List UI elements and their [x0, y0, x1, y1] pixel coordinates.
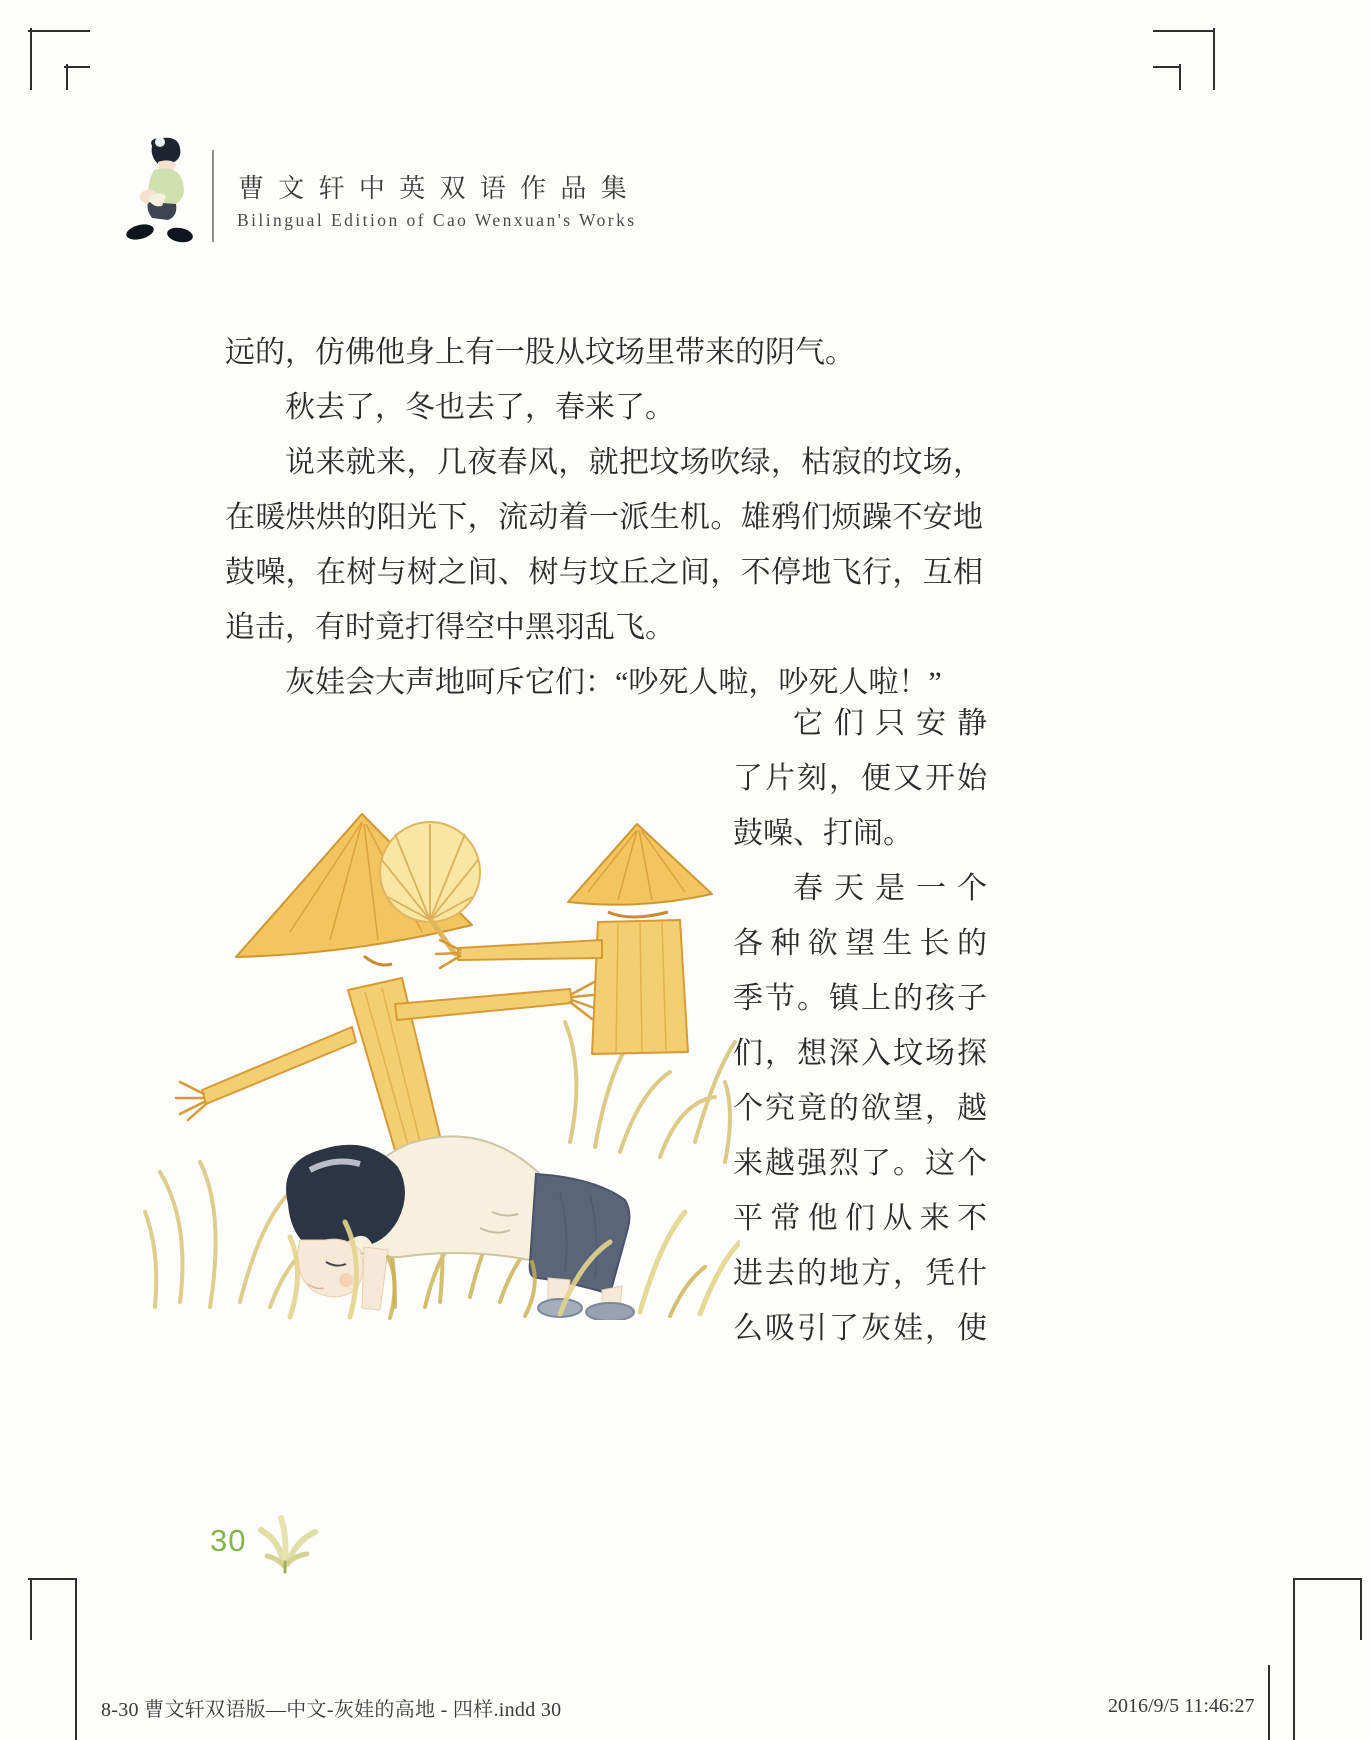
text-line: 季节。镇上的孩子 [733, 982, 987, 1015]
text-line: 春天是一个 [793, 872, 987, 905]
scarecrows-illustration [140, 742, 740, 1320]
text-line: 来越强烈了。这个 [733, 1147, 987, 1180]
text-line: 个究竟的欲望，越 [733, 1092, 987, 1125]
crouching-boy-logo-icon [118, 136, 214, 244]
footer-file-info: 8-30 曹文轩双语版—中文-灰娃的高地 - 四样.indd 30 [101, 1699, 562, 1721]
text-line: 在暖烘烘的阳光下，流动着一派生机。雄鸦们烦躁不安地 [225, 501, 983, 534]
text-line: 鼓噪、打闹。 [733, 817, 913, 850]
text-line: 了片刻，便又开始 [733, 762, 987, 795]
header-divider [212, 150, 214, 242]
series-title-en: Bilingual Edition of Cao Wenxuan's Works [237, 210, 637, 230]
text-line: 平常他们从来不 [733, 1202, 987, 1235]
text-line: 各种欲望生长的 [733, 927, 987, 960]
text-line: 么吸引了灰娃，使 [733, 1312, 987, 1345]
text-line: 追击，有时竟打得空中黑羽乱飞。 [225, 611, 675, 644]
text-line: 们，想深入坟场探 [733, 1037, 987, 1070]
text-line: 灰娃会大声地呵斥它们：“吵死人啦，吵死人啦！” [285, 666, 942, 699]
text-line: 鼓噪，在树与树之间、树与坟丘之间，不停地飞行，互相 [225, 556, 983, 589]
text-line: 说来就来，几夜春风，就把坟场吹绿，枯寂的坟场， [285, 446, 983, 479]
right-column-text-block [733, 696, 987, 1356]
page-number: 30 [210, 1523, 247, 1558]
text-line: 进去的地方，凭什 [733, 1257, 987, 1290]
bending-boy [286, 1136, 634, 1320]
text-line: 秋去了，冬也去了，春来了。 [285, 391, 675, 424]
grass-sprig-icon [253, 1512, 325, 1576]
main-text-block [225, 325, 983, 710]
footer-timestamp: 2016/9/5 11:46:27 [1108, 1695, 1255, 1717]
text-line: 它们只安静 [793, 707, 987, 740]
series-title-zh: 曹文轩中英双语作品集 [238, 174, 642, 203]
text-line: 远的，仿佛他身上有一股从坟场里带来的阴气。 [225, 336, 855, 369]
